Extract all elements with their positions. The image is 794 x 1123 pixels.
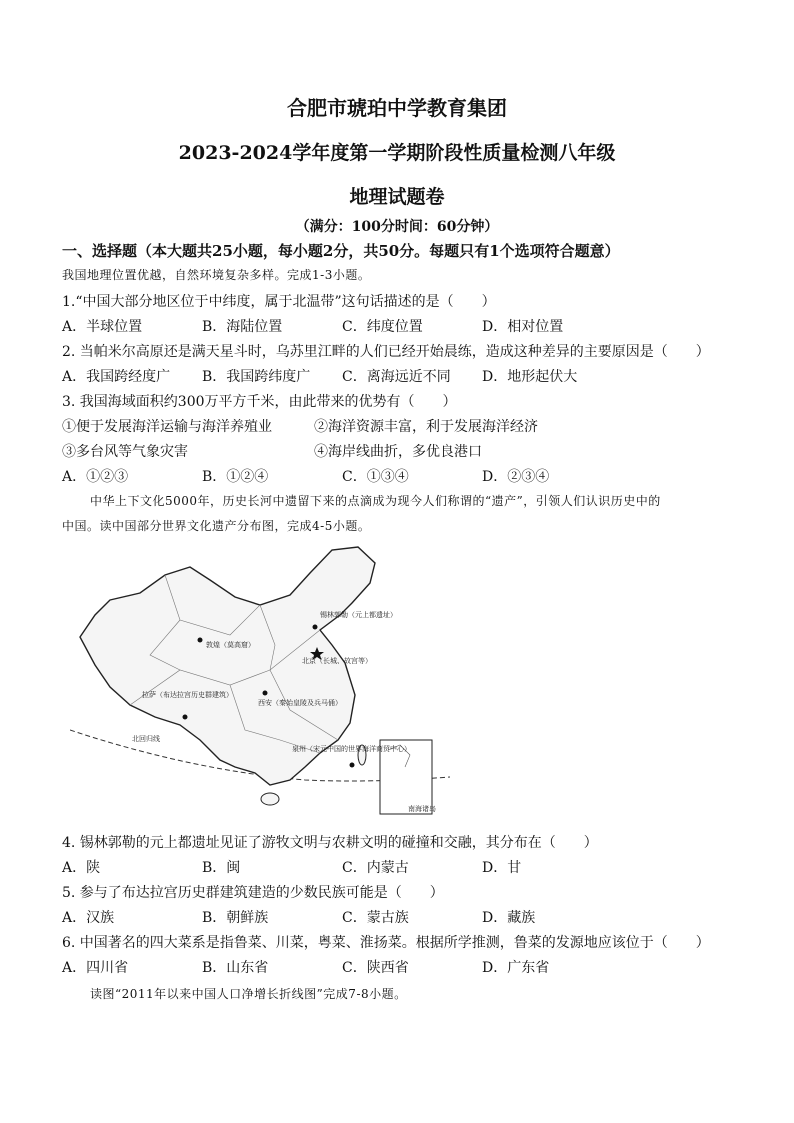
q2-stem: 2. 当帕米尔高原还是满天星斗时，乌苏里江畔的人们已经开始晨练，造成这种差异的主要原因是（ ） [62,344,710,360]
q3-statement-1: ①便于发展海洋运输与海洋养殖业 [62,419,272,435]
q3-stem: 3. 我国海域面积约300万平方千米，由此带来的优势有（ ） [62,394,457,410]
q3-statement-3: ③多台风等气象灾害 [62,444,188,460]
q4-option-d[interactable]: D．甘 [482,860,522,876]
xilin-dot [313,625,318,630]
intro-7-8: 读图“2011年以来中国人口净增长折线图”完成7-8小题。 [90,987,407,1001]
q4-option-b[interactable]: B．闽 [202,860,241,876]
label-quanzhou: 泉州（宋元中国的世界海洋商贸中心） [292,745,411,753]
q2-option-c[interactable]: C．离海远近不同 [342,369,451,385]
q4-option-a[interactable]: A．陕 [62,860,101,876]
intro-1-3: 我国地理位置优越，自然环境复杂多样。完成1-3小题。 [62,268,371,282]
q1-option-a[interactable]: A．半球位置 [62,319,143,335]
q3-statement-4: ④海岸线曲折，多优良港口 [314,444,482,460]
q1-option-b[interactable]: B．海陆位置 [202,319,283,335]
q6-option-a[interactable]: A．四川省 [62,960,129,976]
inset-label: 南海诸岛 [408,805,436,813]
intro-4-5-line1: 中华上下文化5000年，历史长河中遗留下来的点滴成为现今人们称谓的“遗产”，引领人们认识历史中的 [90,494,661,508]
q3-option-a[interactable]: A．①②③ [62,469,129,485]
q3-option-d[interactable]: D．②③④ [482,469,550,485]
label-xilin: 锡林郭勒（元上都遗址） [320,611,397,619]
q5-stem: 5. 参与了布达拉宫历史群建筑建造的少数民族可能是（ ） [62,885,444,901]
school-title: 合肥市琥珀中学教育集团 [287,96,507,120]
exam-meta: （满分：100分时间：60分钟） [295,219,499,235]
intro-4-5-line2: 中国。读中国部分世界文化遗产分布图，完成4-5小题。 [62,519,371,533]
q1-option-d[interactable]: D．相对位置 [482,319,564,335]
q6-stem: 6. 中国著名的四大菜系是指鲁菜、川菜，粤菜、淮扬菜。根据所学推测，鲁菜的发源地应该位于（ ） [62,935,710,951]
exam-title: 2023-2024学年度第一学期阶段性质量检测八年级 [178,142,616,164]
lhasa-dot [183,715,188,720]
label-beijing: 北京（长城、故宫等） [302,657,372,665]
q1-stem: 1.“中国大部分地区位于中纬度，属于北温带”这句话描述的是（ ） [62,294,496,310]
label-xian: 西安（秦始皇陵及兵马俑） [258,699,342,707]
q3-option-b[interactable]: B．①②④ [202,469,269,485]
xian-dot [263,691,268,696]
q2-option-d[interactable]: D．地形起伏大 [482,369,578,385]
label-lhasa: 拉萨（布达拉宫历史群建筑） [142,691,233,699]
q3-option-c[interactable]: C．①③④ [342,469,409,485]
q4-option-c[interactable]: C．内蒙古 [342,860,409,876]
label-dunhuang: 敦煌（莫高窟） [206,641,255,649]
dunhuang-dot [198,638,203,643]
q1-option-c[interactable]: C．纬度位置 [342,319,423,335]
q4-stem: 4. 锡林郭勒的元上都遗址见证了游牧文明与农耕文明的碰撞和交融，其分布在（ ） [62,835,598,851]
q6-option-d[interactable]: D．广东省 [482,960,550,976]
label-tropic: 北回归线 [132,735,160,743]
section-title: 一、选择题（本大题共25小题，每小题2分，共50分。每题只有1个选项符合题意） [62,242,620,260]
q6-option-b[interactable]: B．山东省 [202,960,269,976]
q2-option-b[interactable]: B．我国跨纬度广 [202,369,311,385]
q2-option-a[interactable]: A．我国跨经度广 [62,369,171,385]
q5-option-d[interactable]: D．藏族 [482,910,536,926]
q5-option-c[interactable]: C．蒙古族 [342,910,409,926]
quanzhou-dot [350,763,355,768]
subject-title: 地理试题卷 [349,186,445,208]
china-heritage-map [70,545,450,820]
q3-statement-2: ②海洋资源丰富，利于发展海洋经济 [314,419,538,435]
q5-option-b[interactable]: B．朝鲜族 [202,910,269,926]
q6-option-c[interactable]: C．陕西省 [342,960,409,976]
q5-option-a[interactable]: A．汉族 [62,910,115,926]
